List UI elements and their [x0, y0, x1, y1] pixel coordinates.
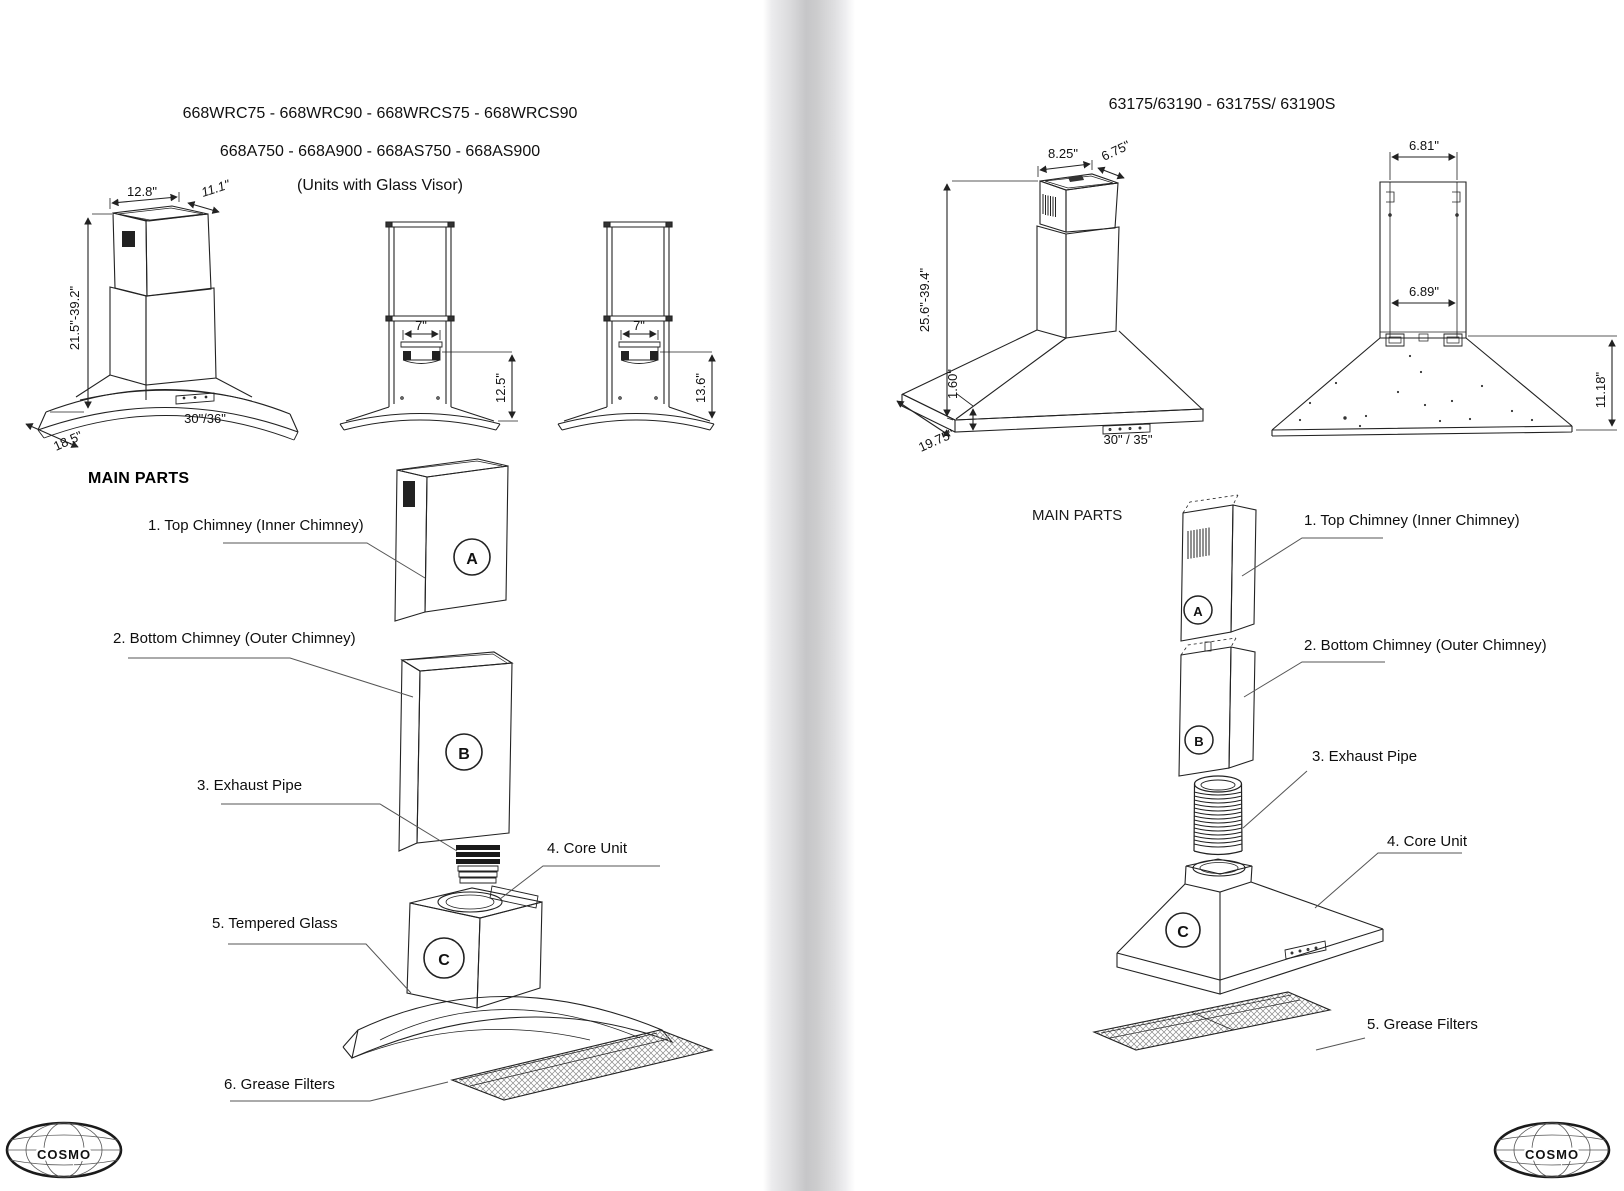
- right-part-label-4: 4. Core Unit: [1387, 833, 1468, 850]
- right-part-label-1: 1. Top Chimney (Inner Chimney): [1304, 512, 1520, 529]
- dim-lower-height-1: 12.5": [493, 373, 508, 403]
- dim-top-width: 12.8": [127, 184, 157, 199]
- cosmo-logo-text: COSMO: [36, 1147, 92, 1162]
- dim-base-depth: 19.75": [916, 425, 957, 455]
- left-part-label-5: 5. Tempered Glass: [212, 915, 338, 932]
- dim-height-range: 21.5"-39.2": [67, 285, 82, 351]
- dim-base-width: 30" / 35": [1103, 432, 1153, 447]
- right-leader-lines: [1242, 538, 1462, 1050]
- right-part-b-bottom-chimney: [1179, 638, 1255, 776]
- right-grease-filter: [1094, 992, 1330, 1050]
- dim-outer-width: 6.81": [1409, 138, 1439, 153]
- part-tag-c: C: [438, 952, 450, 969]
- grease-filter-icon: [452, 1030, 712, 1100]
- right-part-c-core-unit: [1117, 859, 1383, 994]
- dim-height-range: 25.6"-39.4": [917, 267, 932, 333]
- dim-duct-width: 8.25": [1048, 146, 1078, 161]
- cosmo-logo-text: COSMO: [1524, 1147, 1580, 1162]
- left-part-label-3: 3. Exhaust Pipe: [197, 777, 303, 794]
- part-tag-b: B: [458, 746, 470, 763]
- dim-hood-height: 11.18": [1593, 371, 1608, 409]
- control-panel-icon: [1285, 941, 1326, 959]
- screw-dots: [1299, 355, 1533, 427]
- left-page-title-models-1: 668WRC75 - 668WRC90 - 668WRCS75 - 668WRCS90: [182, 105, 578, 122]
- left-part-label-2: 2. Bottom Chimney (Outer Chimney): [113, 630, 356, 647]
- vent-slots-icon: [403, 481, 415, 507]
- left-part-a-top-chimney: [395, 459, 508, 621]
- part-tag-a: A: [466, 551, 478, 568]
- cosmo-logo-right: [1495, 1123, 1609, 1177]
- dim-inner-width: 6.89": [1409, 284, 1439, 299]
- part-tag-c: C: [1177, 924, 1189, 941]
- right-part-label-3: 3. Exhaust Pipe: [1312, 748, 1418, 765]
- dim-duct-depth: 6.75": [1098, 137, 1133, 164]
- left-leader-lines: [128, 543, 660, 1101]
- dim-top-depth: 11.1": [199, 176, 232, 200]
- left-part-label-4: 4. Core Unit: [547, 840, 628, 857]
- right-exhaust-pipe: [1194, 776, 1242, 855]
- left-page-title-models-2: 668A750 - 668A900 - 668AS750 - 668AS900: [219, 143, 541, 160]
- left-front-view-2: [558, 222, 714, 430]
- right-part-a-top-chimney: [1181, 495, 1256, 641]
- left-page-subtitle: (Units with Glass Visor): [297, 177, 463, 194]
- cosmo-logo-left: [7, 1123, 121, 1177]
- left-part-label-1: 1. Top Chimney (Inner Chimney): [148, 517, 364, 534]
- left-main-parts-heading: MAIN PARTS: [88, 470, 190, 487]
- vent-slots-icon: [122, 231, 135, 247]
- vent-slots-icon: [1188, 528, 1209, 560]
- exhaust-pipe-stub-icon: [456, 845, 500, 883]
- part-tag-a: A: [1193, 604, 1203, 619]
- right-main-parts-heading: MAIN PARTS: [1032, 507, 1123, 524]
- dim-duct-width-2: 7": [633, 318, 645, 333]
- left-part-c-core-unit: [343, 886, 712, 1100]
- dim-lower-height-2: 13.6": [693, 373, 708, 403]
- footer: [7, 1123, 1609, 1177]
- left-part-label-6: 6. Grease Filters: [224, 1076, 335, 1093]
- part-tag-b: B: [1194, 734, 1204, 749]
- right-front-view: [1272, 138, 1617, 436]
- dim-base-height: 1.60": [945, 369, 960, 399]
- left-iso-hood-diagram: [26, 176, 298, 454]
- vent-slots-icon: [1043, 194, 1056, 217]
- left-part-b-bottom-chimney: [399, 652, 512, 883]
- right-iso-hood-diagram: [897, 137, 1203, 454]
- dim-duct-width-1: 7": [415, 318, 427, 333]
- right-page-title-models: 63175/63190 - 63175S/ 63190S: [1108, 96, 1336, 113]
- dim-body-depth: 18.5": [51, 427, 85, 454]
- right-part-label-5: 5. Grease Filters: [1367, 1016, 1478, 1033]
- left-front-view-1: [340, 222, 518, 430]
- right-part-label-2: 2. Bottom Chimney (Outer Chimney): [1304, 637, 1547, 654]
- dim-body-width: 30"/36": [184, 411, 226, 426]
